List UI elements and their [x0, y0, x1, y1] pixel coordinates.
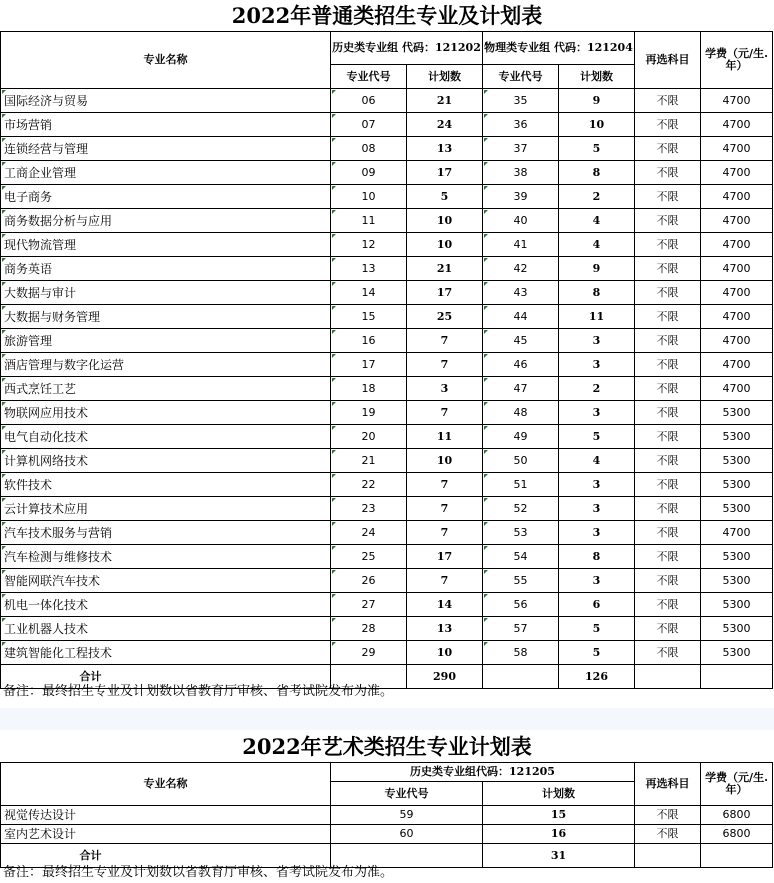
major-name-cell: 西式烹饪工艺	[1, 377, 331, 401]
reselect-cell: 不限	[635, 185, 701, 209]
t2-total-reselect	[635, 844, 701, 868]
physics-plan-cell: 11	[559, 305, 635, 329]
physics-plan-cell: 4	[559, 449, 635, 473]
physics-code-cell: 41	[483, 233, 559, 257]
physics-plan-cell: 3	[559, 521, 635, 545]
history-plan-cell: 13	[407, 617, 483, 641]
tuition-cell: 5300	[701, 401, 773, 425]
reselect-cell: 不限	[635, 377, 701, 401]
reselect-cell: 不限	[635, 425, 701, 449]
history-code-cell: 12	[331, 233, 407, 257]
history-code-cell: 28	[331, 617, 407, 641]
history-code-cell: 10	[331, 185, 407, 209]
tuition-cell: 4700	[701, 257, 773, 281]
physics-code-cell: 47	[483, 377, 559, 401]
reselect-cell: 不限	[635, 825, 701, 844]
tuition-cell: 4700	[701, 377, 773, 401]
tuition-cell: 4700	[701, 233, 773, 257]
reselect-cell: 不限	[635, 401, 701, 425]
history-code-cell: 23	[331, 497, 407, 521]
t2-header-row-1	[1, 763, 773, 782]
table-row	[1, 641, 773, 665]
history-code-cell: 06	[331, 89, 407, 113]
physics-plan-cell: 8	[559, 281, 635, 305]
table-row	[1, 449, 773, 473]
table-row	[1, 401, 773, 425]
history-code-cell: 22	[331, 473, 407, 497]
major-name-cell: 现代物流管理	[1, 233, 331, 257]
major-name-cell: 旅游管理	[1, 329, 331, 353]
reselect-cell: 不限	[635, 569, 701, 593]
physics-code-cell: 38	[483, 161, 559, 185]
history-plan-cell: 7	[407, 569, 483, 593]
physics-code-cell: 51	[483, 473, 559, 497]
code-cell: 59	[331, 806, 483, 825]
history-code-cell: 25	[331, 545, 407, 569]
major-name-cell: 物联网应用技术	[1, 401, 331, 425]
reselect-cell: 不限	[635, 113, 701, 137]
major-name-cell: 智能网联汽车技术	[1, 569, 331, 593]
header-history-code: 专业代号	[331, 65, 407, 89]
physics-code-cell: 35	[483, 89, 559, 113]
reselect-cell: 不限	[635, 257, 701, 281]
physics-code-cell: 42	[483, 257, 559, 281]
plan-cell: 15	[483, 806, 635, 825]
tuition-cell: 4700	[701, 329, 773, 353]
history-plan-cell: 10	[407, 449, 483, 473]
major-name-cell: 电气自动化技术	[1, 425, 331, 449]
physics-plan-cell: 2	[559, 377, 635, 401]
physics-plan-cell: 3	[559, 569, 635, 593]
history-plan-cell: 7	[407, 473, 483, 497]
reselect-cell: 不限	[635, 545, 701, 569]
history-code-cell: 19	[331, 401, 407, 425]
major-name-cell: 工商企业管理	[1, 161, 331, 185]
physics-code-cell: 36	[483, 113, 559, 137]
reselect-cell: 不限	[635, 161, 701, 185]
total-reselect	[635, 665, 701, 689]
header-physics-plan: 计划数	[559, 65, 635, 89]
physics-code-cell: 52	[483, 497, 559, 521]
major-name-cell: 室内艺术设计	[1, 825, 331, 844]
t2-header-history-group: 历史类专业组代码：121205	[331, 763, 635, 782]
table-row	[1, 425, 773, 449]
reselect-cell: 不限	[635, 137, 701, 161]
history-code-cell: 16	[331, 329, 407, 353]
history-plan-cell: 17	[407, 545, 483, 569]
history-code-cell: 17	[331, 353, 407, 377]
history-plan-cell: 7	[407, 401, 483, 425]
table-row	[1, 257, 773, 281]
physics-plan-cell: 5	[559, 641, 635, 665]
table-row	[1, 89, 773, 113]
physics-code-cell: 40	[483, 209, 559, 233]
reselect-cell: 不限	[635, 593, 701, 617]
major-name-cell: 汽车技术服务与营销	[1, 521, 331, 545]
total-tuition	[701, 665, 773, 689]
reselect-cell: 不限	[635, 209, 701, 233]
history-plan-cell: 17	[407, 161, 483, 185]
reselect-cell: 不限	[635, 305, 701, 329]
physics-plan-cell: 5	[559, 617, 635, 641]
major-name-cell: 商务英语	[1, 257, 331, 281]
history-plan-cell: 21	[407, 89, 483, 113]
history-code-cell: 11	[331, 209, 407, 233]
history-plan-cell: 13	[407, 137, 483, 161]
table1-body	[1, 89, 773, 665]
physics-plan-cell: 3	[559, 329, 635, 353]
physics-code-cell: 54	[483, 545, 559, 569]
history-code-cell: 26	[331, 569, 407, 593]
table-row	[1, 209, 773, 233]
table-row	[1, 569, 773, 593]
table-row	[1, 137, 773, 161]
physics-code-cell: 58	[483, 641, 559, 665]
history-plan-cell: 7	[407, 497, 483, 521]
table-row	[1, 113, 773, 137]
header-physics-code: 专业代号	[483, 65, 559, 89]
history-plan-cell: 14	[407, 593, 483, 617]
physics-plan-cell: 5	[559, 137, 635, 161]
reselect-cell: 不限	[635, 233, 701, 257]
history-code-cell: 21	[331, 449, 407, 473]
table2-body	[1, 806, 773, 844]
table-row	[1, 305, 773, 329]
table-row	[1, 545, 773, 569]
table-row	[1, 497, 773, 521]
reselect-cell: 不限	[635, 497, 701, 521]
tuition-cell: 5300	[701, 449, 773, 473]
history-code-cell: 18	[331, 377, 407, 401]
history-plan-cell: 7	[407, 353, 483, 377]
reselect-cell: 不限	[635, 353, 701, 377]
major-name-cell: 市场营销	[1, 113, 331, 137]
header-reselect: 再选科目	[635, 32, 701, 89]
tuition-cell: 4700	[701, 281, 773, 305]
table-row	[1, 825, 773, 844]
history-plan-cell: 10	[407, 209, 483, 233]
major-name-cell: 连锁经营与管理	[1, 137, 331, 161]
header-major-name: 专业名称	[1, 32, 331, 89]
physics-code-cell: 50	[483, 449, 559, 473]
tuition-cell: 5300	[701, 617, 773, 641]
t2-header-plan: 计划数	[483, 782, 635, 806]
reselect-cell: 不限	[635, 449, 701, 473]
history-plan-cell: 25	[407, 305, 483, 329]
physics-plan-cell: 3	[559, 353, 635, 377]
t2-header-code: 专业代号	[331, 782, 483, 806]
history-plan-cell: 24	[407, 113, 483, 137]
tuition-cell: 4700	[701, 521, 773, 545]
history-code-cell: 15	[331, 305, 407, 329]
t2-header-major-name: 专业名称	[1, 763, 331, 806]
physics-plan-cell: 9	[559, 257, 635, 281]
reselect-cell: 不限	[635, 806, 701, 825]
table-row	[1, 161, 773, 185]
physics-plan-cell: 4	[559, 209, 635, 233]
history-code-cell: 08	[331, 137, 407, 161]
major-name-cell: 汽车检测与维修技术	[1, 545, 331, 569]
table2-note: 备注：最终招生专业及计划数以省教育厅审核、省考试院发布为准。	[3, 865, 394, 880]
physics-plan-cell: 8	[559, 545, 635, 569]
physics-code-cell: 55	[483, 569, 559, 593]
history-plan-cell: 10	[407, 233, 483, 257]
table-row	[1, 233, 773, 257]
tuition-cell: 5300	[701, 593, 773, 617]
reselect-cell: 不限	[635, 521, 701, 545]
history-code-cell: 24	[331, 521, 407, 545]
major-name-cell: 机电一体化技术	[1, 593, 331, 617]
tuition-cell: 5300	[701, 545, 773, 569]
table2-title: 2022年艺术类招生专业计划表	[242, 734, 532, 759]
code-cell: 60	[331, 825, 483, 844]
physics-code-cell: 56	[483, 593, 559, 617]
physics-plan-cell: 5	[559, 425, 635, 449]
total-physics-code	[483, 665, 559, 689]
tuition-cell: 4700	[701, 113, 773, 137]
major-name-cell: 视觉传达设计	[1, 806, 331, 825]
tuition-cell: 5300	[701, 425, 773, 449]
history-code-cell: 27	[331, 593, 407, 617]
physics-code-cell: 48	[483, 401, 559, 425]
reselect-cell: 不限	[635, 473, 701, 497]
major-name-cell: 大数据与审计	[1, 281, 331, 305]
physics-code-cell: 45	[483, 329, 559, 353]
physics-plan-cell: 8	[559, 161, 635, 185]
table-row	[1, 593, 773, 617]
header-physics-group: 物理类专业组 代码：121204	[483, 32, 635, 65]
history-plan-cell: 7	[407, 521, 483, 545]
physics-code-cell: 43	[483, 281, 559, 305]
total-physics-plan: 126	[559, 665, 635, 689]
t2-total-label: 合计	[1, 844, 331, 868]
major-name-cell: 商务数据分析与应用	[1, 209, 331, 233]
history-plan-cell: 17	[407, 281, 483, 305]
major-name-cell: 酒店管理与数字化运营	[1, 353, 331, 377]
table-row	[1, 281, 773, 305]
t2-header-tuition: 学费（元/生.年）	[701, 763, 773, 806]
tuition-cell: 4700	[701, 89, 773, 113]
tuition-cell: 4700	[701, 353, 773, 377]
total-history-plan: 290	[407, 665, 483, 689]
tuition-cell: 6800	[701, 806, 773, 825]
art-enrollment-table	[0, 762, 773, 868]
physics-code-cell: 49	[483, 425, 559, 449]
table-row	[1, 521, 773, 545]
physics-code-cell: 53	[483, 521, 559, 545]
history-code-cell: 07	[331, 113, 407, 137]
physics-plan-cell: 10	[559, 113, 635, 137]
physics-code-cell: 44	[483, 305, 559, 329]
history-code-cell: 20	[331, 425, 407, 449]
header-history-plan: 计划数	[407, 65, 483, 89]
tuition-cell: 4700	[701, 185, 773, 209]
reselect-cell: 不限	[635, 329, 701, 353]
physics-plan-cell: 9	[559, 89, 635, 113]
history-code-cell: 13	[331, 257, 407, 281]
tuition-cell: 5300	[701, 569, 773, 593]
physics-code-cell: 37	[483, 137, 559, 161]
separator-strip	[0, 708, 774, 730]
physics-plan-cell: 6	[559, 593, 635, 617]
tuition-cell: 6800	[701, 825, 773, 844]
plan-cell: 16	[483, 825, 635, 844]
table1-note: 备注：最终招生专业及计划数以省教育厅审核、省考试院发布为准。	[3, 684, 394, 699]
major-name-cell: 电子商务	[1, 185, 331, 209]
physics-plan-cell: 3	[559, 401, 635, 425]
t2-total-tuition	[701, 844, 773, 868]
tuition-cell: 4700	[701, 305, 773, 329]
tuition-cell: 4700	[701, 161, 773, 185]
reselect-cell: 不限	[635, 281, 701, 305]
history-plan-cell: 21	[407, 257, 483, 281]
physics-code-cell: 57	[483, 617, 559, 641]
history-plan-cell: 10	[407, 641, 483, 665]
general-enrollment-table	[0, 31, 773, 689]
physics-code-cell: 39	[483, 185, 559, 209]
major-name-cell: 工业机器人技术	[1, 617, 331, 641]
major-name-cell: 云计算技术应用	[1, 497, 331, 521]
tuition-cell: 5300	[701, 641, 773, 665]
header-history-group: 历史类专业组 代码：121202	[331, 32, 483, 65]
major-name-cell: 大数据与财务管理	[1, 305, 331, 329]
history-code-cell: 29	[331, 641, 407, 665]
tuition-cell: 4700	[701, 209, 773, 233]
major-name-cell: 国际经济与贸易	[1, 89, 331, 113]
tuition-cell: 4700	[701, 137, 773, 161]
tuition-cell: 5300	[701, 473, 773, 497]
history-code-cell: 09	[331, 161, 407, 185]
total-label: 合计	[1, 665, 331, 689]
major-name-cell: 建筑智能化工程技术	[1, 641, 331, 665]
table-row	[1, 185, 773, 209]
reselect-cell: 不限	[635, 617, 701, 641]
header-tuition: 学费（元/生.年）	[701, 32, 773, 89]
reselect-cell: 不限	[635, 89, 701, 113]
table-row	[1, 329, 773, 353]
history-plan-cell: 11	[407, 425, 483, 449]
physics-plan-cell: 4	[559, 233, 635, 257]
physics-plan-cell: 3	[559, 473, 635, 497]
table-row	[1, 377, 773, 401]
history-plan-cell: 7	[407, 329, 483, 353]
table-row	[1, 473, 773, 497]
history-code-cell: 14	[331, 281, 407, 305]
major-name-cell: 计算机网络技术	[1, 449, 331, 473]
physics-code-cell: 46	[483, 353, 559, 377]
table-row	[1, 806, 773, 825]
reselect-cell: 不限	[635, 641, 701, 665]
t2-total-plan: 31	[483, 844, 635, 868]
major-name-cell: 软件技术	[1, 473, 331, 497]
t2-header-reselect: 再选科目	[635, 763, 701, 806]
table-row	[1, 353, 773, 377]
table1-title: 2022年普通类招生专业及计划表	[231, 3, 543, 28]
physics-plan-cell: 2	[559, 185, 635, 209]
tuition-cell: 5300	[701, 497, 773, 521]
history-plan-cell: 5	[407, 185, 483, 209]
history-plan-cell: 3	[407, 377, 483, 401]
header-row-1	[1, 32, 773, 65]
physics-plan-cell: 3	[559, 497, 635, 521]
table-row	[1, 617, 773, 641]
